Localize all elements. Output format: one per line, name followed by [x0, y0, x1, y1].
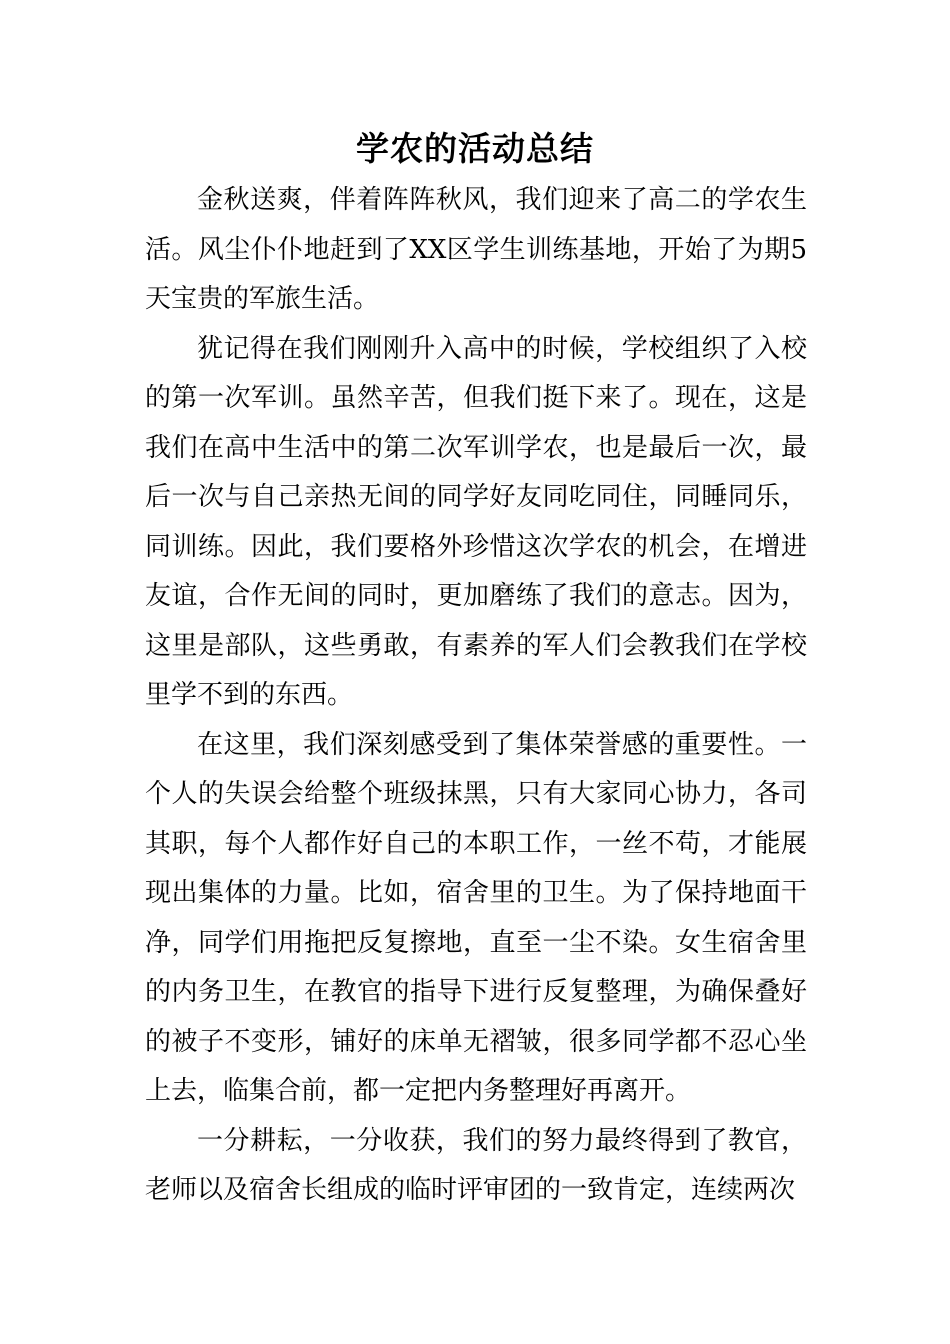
document-title: 学农的活动总结	[356, 129, 594, 168]
paragraph-4: 一分耕耘，一分收获，我们的努力最终得到了教官，老师以及宿舍长组成的临时评审团的一致肯定，连续两次	[145, 1125, 807, 1205]
paragraph-1: 金秋送爽，伴着阵阵秋风，我们迎来了高二的学农生活。风尘仆仆地赶到了XX区学生训练基地，开始了为期5天宝贵的军旅生活。	[145, 185, 807, 314]
paragraph-2: 犹记得在我们刚刚升入高中的时候，学校组织了入校的第一次军训。虽然辛苦，但我们挺下来了。现在，这是我们在高中生活中的第二次军训学农，也是最后一次，最后一次与自己亲热无间的同学好友同吃同住，同睡同乐，同训练。因此，我们要格外珍惜这次学农的机会，在增进友谊，合作无间的同时，更加磨练了我们的意志。因为，这里是部队，这些勇敢，有素养的军人们会教我们在学校里学不到的东西。	[145, 333, 807, 710]
document-body	[145, 176, 807, 1216]
paragraph-3: 在这里，我们深刻感受到了集体荣誉感的重要性。一个人的失误会给整个班级抹黑，只有大家同心协力，各司其职，每个人都作好自己的本职工作，一丝不苟，才能展现出集体的力量。比如，宿舍里的卫生。为了保持地面干净，同学们用拖把反复擦地，直至一尘不染。女生宿舍里的内务卫生，在教官的指导下进行反复整理，为确保叠好的被子不变形，铺好的床单无褶皱，很多同学都不忍心坐上去，临集合前，都一定把内务整理好再离开。	[145, 729, 807, 1106]
